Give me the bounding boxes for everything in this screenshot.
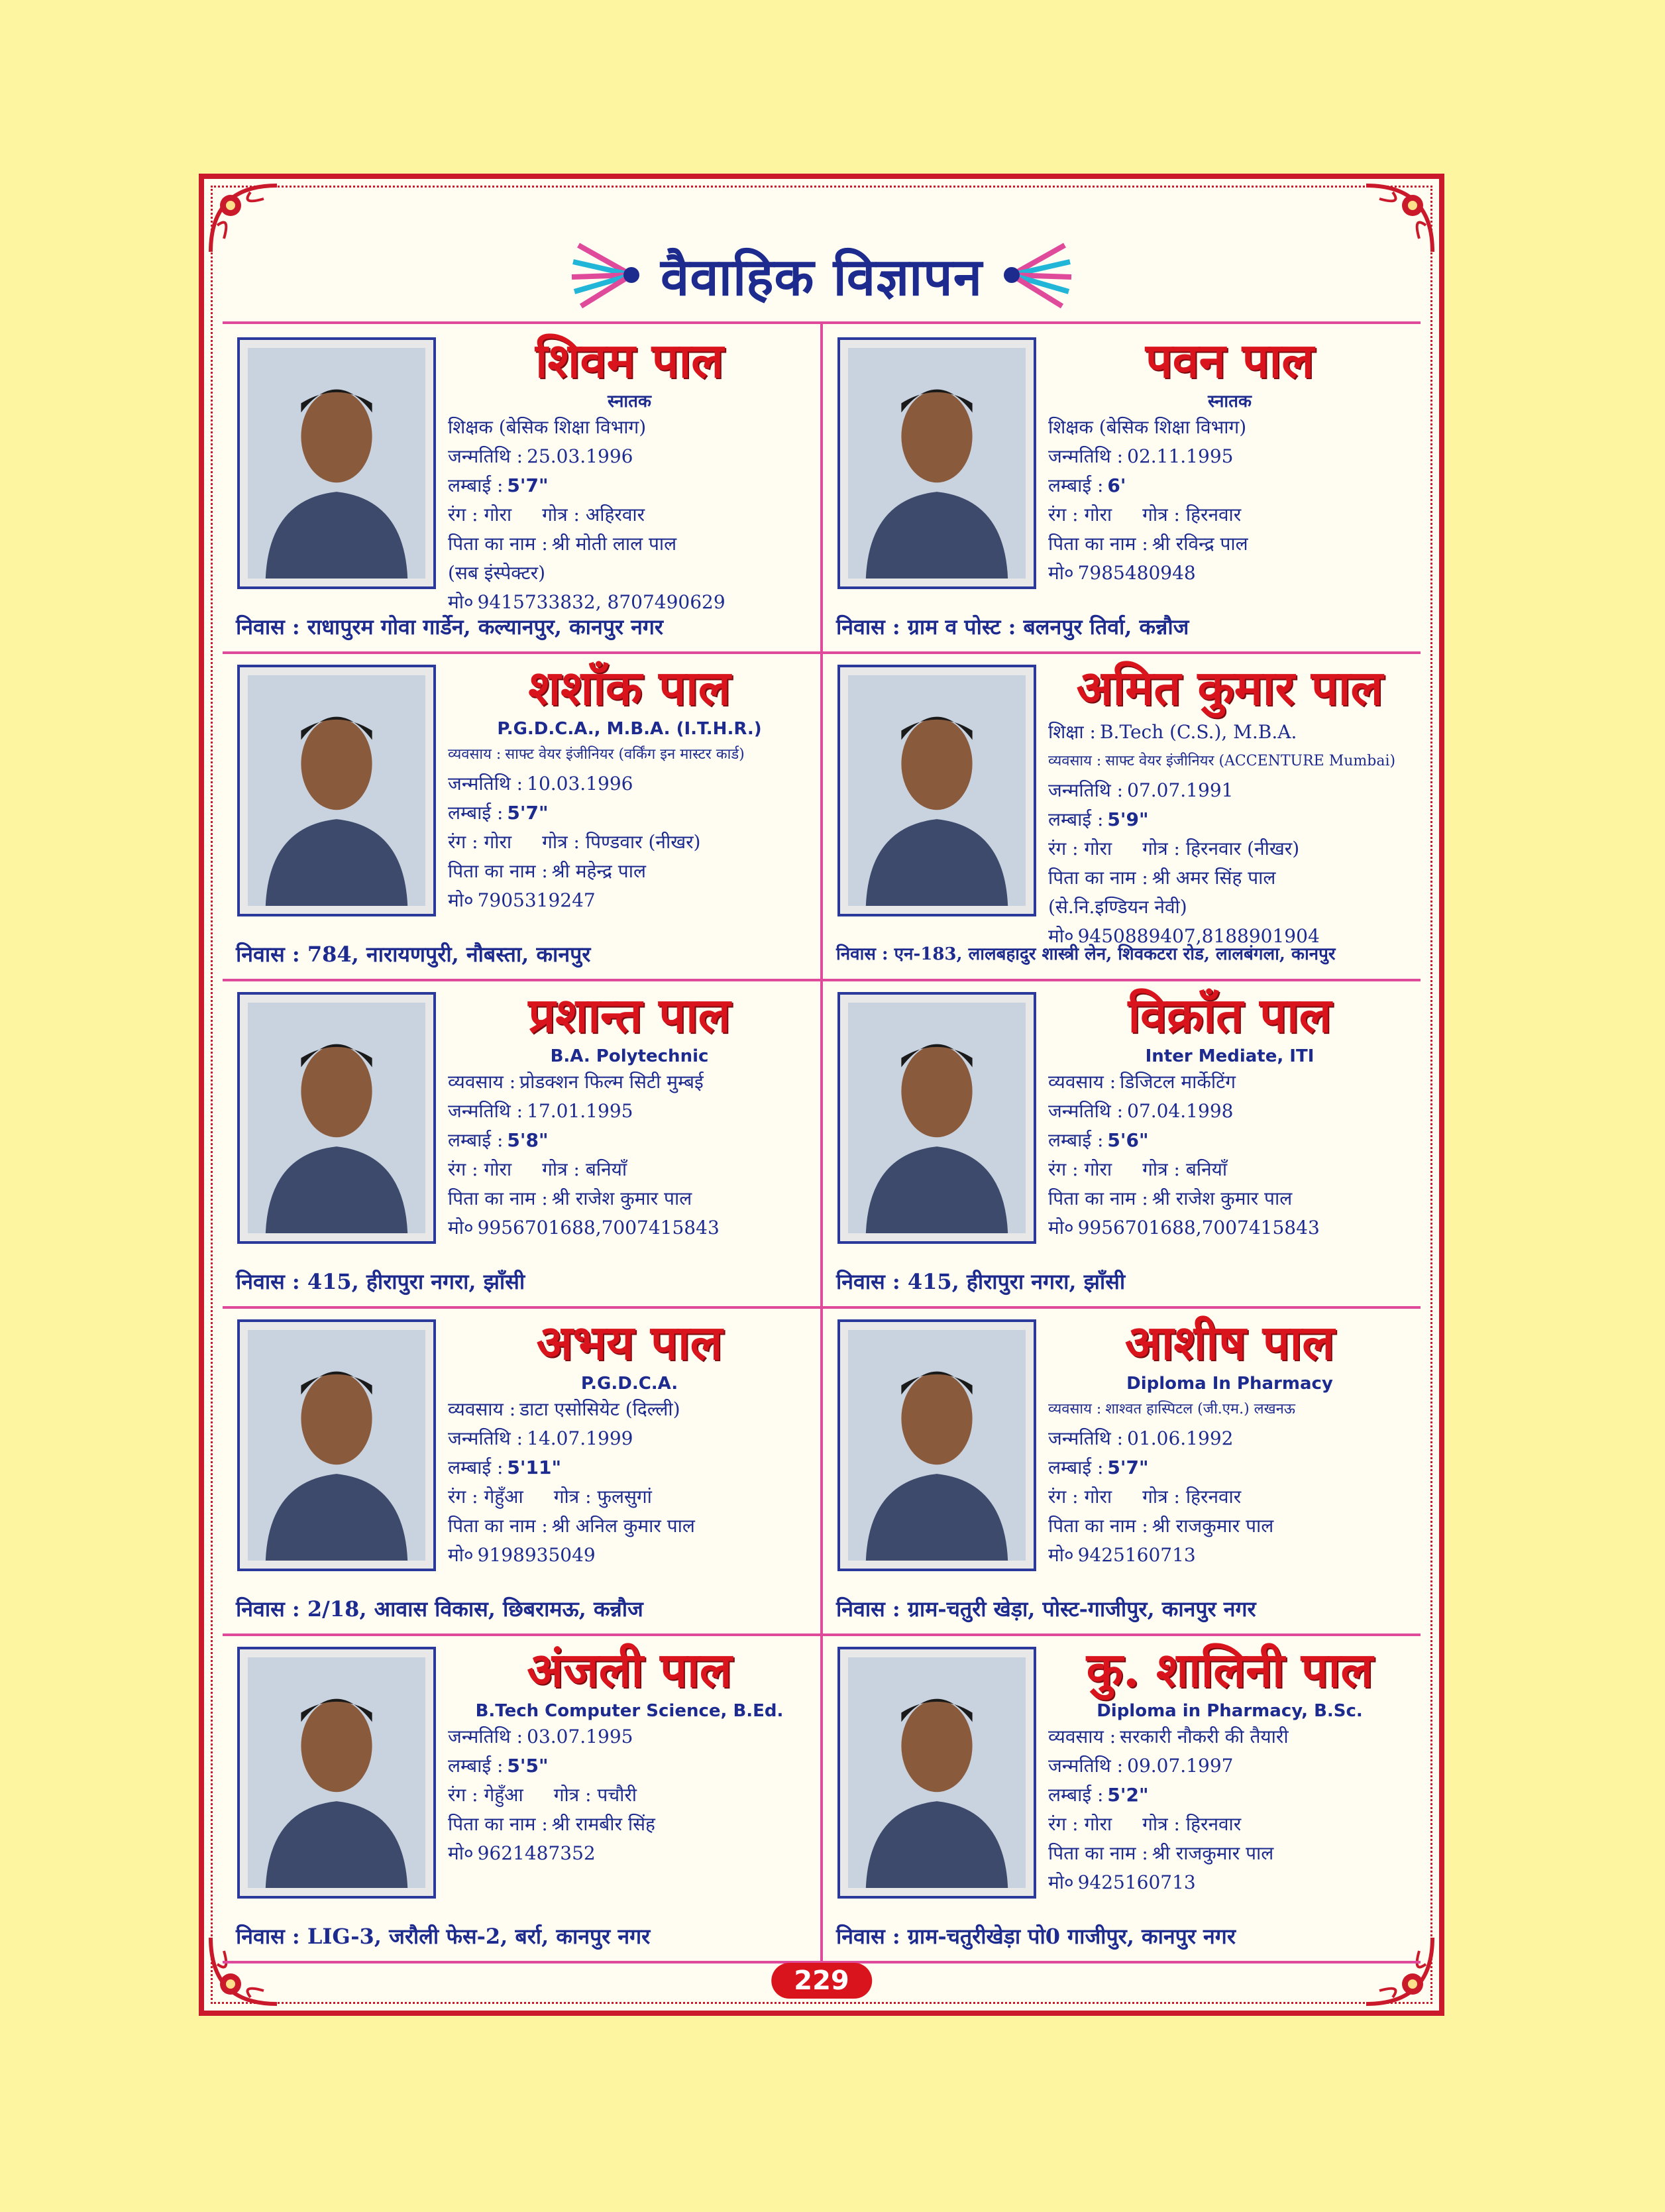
profile-detail-line <box>448 886 811 915</box>
profile-detail-line <box>448 857 811 886</box>
detail-value: 07.07.1991 <box>1127 779 1234 801</box>
detail-value: गोत्र : पिण्डवार (नीखर) <box>542 831 701 853</box>
profile-detail-line <box>1048 413 1411 442</box>
profile-address: निवास : राधापुरम गोवा गार्डेन, कल्यानपुर, कानपुर नगर <box>236 614 663 639</box>
detail-value: गोत्र : बनियाँ <box>542 1158 627 1180</box>
detail-label: व्यवसाय : <box>448 746 502 763</box>
detail-label: पिता का नाम : <box>448 1188 548 1209</box>
profile-detail-line <box>1048 1839 1411 1868</box>
detail-value: 09.07.1997 <box>1127 1755 1234 1777</box>
detail-value: 9425160713 <box>1077 1544 1196 1566</box>
detail-value: सरकारी नौकरी की तैयारी <box>1120 1726 1289 1747</box>
profile-info <box>448 658 811 923</box>
detail-value: श्री राजकुमार पाल <box>1152 1842 1274 1864</box>
profile-detail-line <box>448 1541 811 1570</box>
profile-detail-line <box>448 769 811 799</box>
profile-name: शशाँक पाल <box>528 659 731 716</box>
profile-detail-line <box>448 1839 811 1868</box>
detail-value: 01.06.1992 <box>1127 1427 1234 1449</box>
profile-detail-line <box>448 1453 811 1482</box>
detail-label: रंग : गोरा <box>1048 1158 1112 1180</box>
detail-value: शिक्षक (बेसिक शिक्षा विभाग) <box>448 416 647 438</box>
detail-label: लम्बाई : <box>1048 1129 1104 1151</box>
detail-value: गोत्र : हिरनवार (नीखर) <box>1142 838 1300 859</box>
profile-qualification: Inter Mediate, ITI <box>1145 1046 1315 1066</box>
detail-label: जन्मतिथि : <box>448 1726 523 1747</box>
detail-label: व्यवसाय : <box>448 1071 516 1093</box>
detail-label: जन्मतिथि : <box>1048 779 1124 801</box>
profile-detail-line <box>1048 747 1411 776</box>
detail-label: शिक्षा : <box>1048 721 1096 743</box>
profile-detail-line <box>448 1482 811 1512</box>
profile-qualification: स्नातक <box>608 392 651 412</box>
detail-value: गोत्र : पचौरी <box>553 1784 637 1806</box>
detail-value: 25.03.1996 <box>527 445 633 467</box>
detail-label: रंग : गोरा <box>448 1158 512 1180</box>
profile-detail-line <box>448 1722 811 1751</box>
profile-detail-line <box>1048 834 1411 863</box>
profile-name: आशीष पाल <box>1124 1314 1335 1370</box>
profile-detail-line <box>448 1068 811 1097</box>
profile-row <box>223 979 1421 1309</box>
detail-value: श्री राजकुमार पाल <box>1152 1515 1274 1537</box>
profile-address: निवास : ग्राम-चतुरीखेड़ा पो0 गाजीपुर, कानपुर नगर <box>836 1924 1236 1949</box>
detail-label: रंग : गेहुँआ <box>448 1486 523 1508</box>
profile-detail-line <box>448 1512 811 1541</box>
profile-info <box>1048 658 1411 947</box>
detail-label: पिता का नाम : <box>448 1515 548 1537</box>
profile-detail-line <box>448 1781 811 1810</box>
profile-name: शिवम पाल <box>535 332 724 388</box>
detail-value: 5'11" <box>507 1457 562 1478</box>
profile-photo <box>237 665 436 916</box>
detail-value: श्री अनिल कुमार पाल <box>551 1515 695 1537</box>
profile-detail-line <box>448 740 811 769</box>
profile-card <box>823 324 1421 651</box>
profile-photo <box>837 1647 1036 1899</box>
detail-value: 03.07.1995 <box>527 1726 633 1747</box>
profile-qualification: P.G.D.C.A., M.B.A. (I.T.H.R.) <box>497 719 762 739</box>
detail-label: जन्मतिथि : <box>1048 445 1124 467</box>
profile-detail-line <box>448 1810 811 1839</box>
page-number: 229 <box>771 1963 872 1999</box>
profile-qualification: B.Tech Computer Science, B.Ed. <box>475 1701 784 1721</box>
detail-value: 9415733832, 8707490629 <box>477 591 725 613</box>
detail-label: पिता का नाम : <box>448 1813 548 1835</box>
profile-row <box>223 1633 1421 1963</box>
profile-detail-line <box>1048 1781 1411 1810</box>
profile-card <box>823 1306 1421 1633</box>
profile-card <box>223 979 823 1306</box>
detail-value: गोत्र : हिरनवार <box>1142 1486 1242 1508</box>
detail-label: लम्बाई : <box>1048 808 1104 830</box>
profile-detail-line <box>448 1751 811 1781</box>
detail-label: पिता का नाम : <box>448 860 548 882</box>
profile-info <box>448 1640 811 1905</box>
profile-detail-line <box>448 1213 811 1243</box>
detail-value: 5'7" <box>507 474 549 496</box>
profile-photo <box>237 337 436 589</box>
detail-label: रंग : गोरा <box>448 504 512 525</box>
detail-label: व्यवसाय : <box>1048 753 1102 769</box>
profile-card <box>223 324 823 651</box>
detail-value: गोत्र : बनियाँ <box>1142 1158 1228 1180</box>
profile-detail-line <box>1048 1213 1411 1243</box>
profile-name: विक्राँत पाल <box>1128 987 1332 1043</box>
detail-label: लम्बाई : <box>1048 474 1104 496</box>
profile-detail-line <box>1048 559 1411 588</box>
detail-value: श्री मोती लाल पाल <box>551 533 677 555</box>
profile-detail-line <box>448 559 811 588</box>
detail-label: लम्बाई : <box>448 474 504 496</box>
profile-card <box>823 651 1421 979</box>
page-title: वैवाहिक विज्ञापन <box>661 247 983 307</box>
profile-qualification: Diploma In Pharmacy <box>1126 1374 1333 1394</box>
profile-name: अमित कुमार पाल <box>1076 659 1383 716</box>
profile-name: अभय पाल <box>536 1314 723 1370</box>
profile-name: अंजली पाल <box>527 1641 732 1698</box>
detail-label: लम्बाई : <box>448 1129 504 1151</box>
detail-value: श्री महेन्द्र पाल <box>551 860 646 882</box>
detail-value: 5'9" <box>1107 808 1149 830</box>
profile-detail-line <box>448 1155 811 1184</box>
detail-value: डाटा एसोसियेट (दिल्ली) <box>519 1398 680 1420</box>
profile-photo <box>237 1647 436 1899</box>
detail-label: रंग : गेहुँआ <box>448 1784 523 1806</box>
detail-label: पिता का नाम : <box>1048 533 1148 555</box>
profile-address: निवास : LIG-3, जरौली फेस-2, बर्रा, कानपुर नगर <box>236 1924 651 1949</box>
detail-value: 5'5" <box>507 1755 549 1777</box>
detail-value: 9198935049 <box>477 1544 596 1566</box>
profile-address: निवास : 415, हीरापुरा नगरा, झाँसी <box>836 1269 1126 1294</box>
detail-label: मो० <box>448 591 474 613</box>
fan-ornament-icon <box>565 239 645 311</box>
profile-detail-line <box>1048 1512 1411 1541</box>
profile-detail-line <box>1048 471 1411 500</box>
detail-value: 7905319247 <box>477 889 596 911</box>
detail-value: 9450889407,8188901904 <box>1077 925 1320 947</box>
profile-qualification: Diploma in Pharmacy, B.Sc. <box>1097 1701 1363 1721</box>
detail-value: साफ्ट वेयर इंजीनियर (ACCENTURE Mumbai) <box>1105 753 1396 769</box>
profile-detail-line <box>1048 805 1411 834</box>
detail-label: रंग : गोरा <box>1048 1486 1112 1508</box>
profile-card <box>823 979 1421 1306</box>
profile-card <box>223 1633 823 1961</box>
profile-detail-line <box>448 799 811 828</box>
profile-detail-line <box>1048 1424 1411 1453</box>
profile-address: निवास : 415, हीरापुरा नगरा, झाँसी <box>236 1269 525 1294</box>
detail-value: 5'6" <box>1107 1129 1149 1151</box>
page-header <box>204 225 1439 325</box>
profile-qualification: B.A. Polytechnic <box>550 1046 709 1066</box>
profile-name: पवन पाल <box>1145 332 1315 388</box>
profile-detail-line <box>1048 1868 1411 1897</box>
profile-detail-line <box>448 471 811 500</box>
detail-value: 9425160713 <box>1077 1871 1196 1893</box>
profile-info <box>1048 1640 1411 1905</box>
detail-value: शिक्षक (बेसिक शिक्षा विभाग) <box>1048 416 1247 438</box>
profile-name: कु. शालिनी पाल <box>1086 1641 1373 1698</box>
profile-detail-line <box>1048 776 1411 805</box>
detail-label: व्यवसाय : <box>448 1398 516 1420</box>
profile-detail-line <box>448 500 811 529</box>
detail-label: पिता का नाम : <box>1048 1842 1148 1864</box>
detail-label: पिता का नाम : <box>448 533 548 555</box>
profile-detail-line <box>1048 1482 1411 1512</box>
detail-value: 5'2" <box>1107 1784 1149 1806</box>
detail-label: लम्बाई : <box>448 802 504 824</box>
detail-value: 14.07.1999 <box>527 1427 633 1449</box>
profile-detail-line <box>1048 1395 1411 1424</box>
detail-label: लम्बाई : <box>448 1457 504 1478</box>
detail-label: जन्मतिथि : <box>448 1427 523 1449</box>
profile-card <box>823 1633 1421 1961</box>
detail-value: शाश्वत हास्पिटल (जी.एम.) लखनऊ <box>1105 1401 1296 1417</box>
profile-address: निवास : ग्राम व पोस्ट : बलनपुर तिर्वा, कन्नौज <box>836 614 1189 639</box>
profile-detail-line <box>448 1184 811 1213</box>
detail-value: 6' <box>1107 474 1126 496</box>
profile-detail-line <box>448 1126 811 1155</box>
profile-info <box>1048 331 1411 596</box>
detail-label: व्यवसाय : <box>1048 1071 1116 1093</box>
profile-detail-line <box>448 442 811 471</box>
profile-card <box>223 1306 823 1633</box>
fan-ornament-icon <box>998 239 1078 311</box>
detail-value: श्री रामबीर सिंह <box>551 1813 655 1835</box>
detail-value: 07.04.1998 <box>1127 1100 1234 1122</box>
detail-label: पिता का नाम : <box>1048 1515 1148 1537</box>
profile-detail-line <box>448 529 811 559</box>
detail-value: 17.01.1995 <box>527 1100 633 1122</box>
detail-label: जन्मतिथि : <box>1048 1100 1124 1122</box>
profile-detail-line <box>1048 500 1411 529</box>
profile-address: निवास : 784, नारायणपुरी, नौबस्ता, कानपुर <box>236 942 591 967</box>
profile-detail-line <box>1048 863 1411 893</box>
detail-label: मो० <box>448 1544 474 1566</box>
profile-info <box>1048 985 1411 1250</box>
detail-value: गोत्र : अहिरवार <box>542 504 645 525</box>
detail-label: जन्मतिथि : <box>1048 1755 1124 1777</box>
detail-value: 5'7" <box>1107 1457 1149 1478</box>
detail-value: 7985480948 <box>1077 562 1196 584</box>
profile-photo <box>837 665 1036 916</box>
profile-card <box>223 651 823 979</box>
profile-address: निवास : 2/18, आवास विकास, छिबरामऊ, कन्नौज <box>236 1596 643 1622</box>
profile-photo <box>837 1319 1036 1571</box>
profile-info <box>448 1313 811 1578</box>
profile-info <box>448 331 811 613</box>
page-frame <box>199 174 1444 2016</box>
profile-detail-line <box>1048 1751 1411 1781</box>
detail-value: 9956701688,7007415843 <box>1077 1217 1320 1239</box>
detail-label: लम्बाई : <box>1048 1784 1104 1806</box>
detail-value: (सब इंस्पेक्टर) <box>448 562 546 584</box>
detail-value: 5'7" <box>507 802 549 824</box>
detail-label: लम्बाई : <box>448 1755 504 1777</box>
profile-detail-line <box>1048 893 1411 922</box>
profile-detail-line <box>1048 1184 1411 1213</box>
detail-label: व्यवसाय : <box>1048 1401 1102 1417</box>
detail-label: जन्मतिथि : <box>1048 1427 1124 1449</box>
detail-label: मो० <box>448 889 474 911</box>
profile-detail-line <box>448 828 811 857</box>
detail-label: मो० <box>448 1842 474 1864</box>
detail-label: व्यवसाय : <box>1048 1726 1116 1747</box>
profile-photo <box>837 992 1036 1244</box>
profile-info <box>1048 1313 1411 1578</box>
detail-value: 02.11.1995 <box>1127 445 1234 467</box>
profile-detail-line <box>448 413 811 442</box>
detail-value: प्रोडक्शन फिल्म सिटी मुम्बई <box>519 1071 704 1093</box>
profile-detail-line <box>448 1424 811 1453</box>
detail-label: मो० <box>1048 1217 1074 1239</box>
profile-info <box>448 985 811 1250</box>
detail-value: श्री अमर सिंह पाल <box>1152 867 1276 889</box>
detail-value: डिजिटल मार्केटिंग <box>1120 1071 1236 1093</box>
profile-detail-line <box>1048 442 1411 471</box>
detail-label: पिता का नाम : <box>1048 867 1148 889</box>
profile-detail-line <box>1048 1453 1411 1482</box>
profile-detail-line <box>1048 718 1411 747</box>
detail-label: मो० <box>448 1217 474 1239</box>
profile-qualification: P.G.D.C.A. <box>580 1374 678 1394</box>
profile-detail-line <box>448 1097 811 1126</box>
profile-row <box>223 651 1421 981</box>
profile-detail-line <box>1048 1068 1411 1097</box>
profile-detail-line <box>448 1395 811 1424</box>
detail-label: जन्मतिथि : <box>448 773 523 795</box>
detail-value: साफ्ट वेयर इंजीनियर (वर्किंग इन मास्टर कार्ड) <box>505 746 745 763</box>
profile-detail-line <box>1048 1722 1411 1751</box>
detail-value: श्री रविन्द्र पाल <box>1152 533 1248 555</box>
profile-photo <box>237 992 436 1244</box>
profile-photo <box>837 337 1036 589</box>
detail-label: लम्बाई : <box>1048 1457 1104 1478</box>
detail-value: गोत्र : हिरनवार <box>1142 1813 1242 1835</box>
detail-value: श्री राजेश कुमार पाल <box>1152 1188 1293 1209</box>
detail-label: रंग : गोरा <box>1048 838 1112 859</box>
detail-label: मो० <box>1048 562 1074 584</box>
detail-value: गोत्र : हिरनवार <box>1142 504 1242 525</box>
detail-label: रंग : गोरा <box>1048 504 1112 525</box>
profile-grid <box>223 321 1421 1961</box>
detail-value: श्री राजेश कुमार पाल <box>551 1188 692 1209</box>
detail-label: मो० <box>1048 1871 1074 1893</box>
profile-detail-line <box>1048 1541 1411 1570</box>
detail-value: गोत्र : फुलसुगां <box>553 1486 652 1508</box>
detail-label: पिता का नाम : <box>1048 1188 1148 1209</box>
detail-label: जन्मतिथि : <box>448 445 523 467</box>
detail-value: 5'8" <box>507 1129 549 1151</box>
detail-value: 10.03.1996 <box>527 773 633 795</box>
profile-detail-line <box>1048 1097 1411 1126</box>
profile-row <box>223 1306 1421 1636</box>
profile-address: निवास : ग्राम-चतुरी खेड़ा, पोस्ट-गाजीपुर, कानपुर नगर <box>836 1596 1256 1622</box>
profile-detail-line <box>1048 1126 1411 1155</box>
profile-qualification: स्नातक <box>1208 392 1252 412</box>
profile-detail-line <box>1048 1810 1411 1839</box>
detail-label: रंग : गोरा <box>448 831 512 853</box>
detail-label: जन्मतिथि : <box>448 1100 523 1122</box>
profile-detail-line <box>1048 529 1411 559</box>
detail-value: 9956701688,7007415843 <box>477 1217 720 1239</box>
profile-row <box>223 324 1421 654</box>
detail-label: मो० <box>1048 1544 1074 1566</box>
profile-name: प्रशान्त पाल <box>528 987 731 1043</box>
profile-address: निवास : एन-183, लालबहादुर शास्त्री लेन, शिवकटरा रोड, लालबंगला, कानपुर <box>836 944 1336 964</box>
detail-value: 9621487352 <box>477 1842 596 1864</box>
detail-value: B.Tech (C.S.), M.B.A. <box>1099 721 1297 743</box>
detail-label: रंग : गोरा <box>1048 1813 1112 1835</box>
detail-value: (से.नि.इण्डियन नेवी) <box>1048 896 1187 918</box>
profile-detail-line <box>1048 1155 1411 1184</box>
detail-label: मो० <box>1048 925 1074 947</box>
profile-photo <box>237 1319 436 1571</box>
